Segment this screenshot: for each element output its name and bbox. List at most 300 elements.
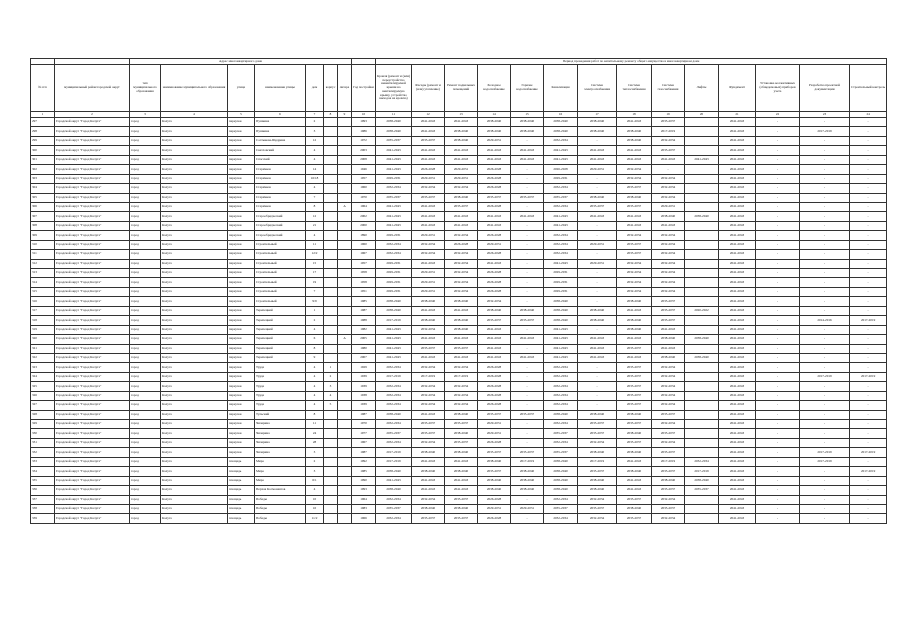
table-cell: 2041-2043 xyxy=(578,146,617,155)
table-cell: 2038-2040 xyxy=(445,504,478,513)
table-cell: Городской округ "Город Калуга" xyxy=(55,382,130,391)
table-cell: - xyxy=(511,325,544,334)
table-cell: 314 xyxy=(31,278,55,287)
table-cell: 2032-2034 xyxy=(376,391,412,400)
table-cell: 21 xyxy=(306,221,324,230)
table-cell: 2035-2037 xyxy=(617,514,652,523)
table-row xyxy=(31,269,887,278)
table-cell: - xyxy=(756,250,800,259)
table-cell: 2041-2043 xyxy=(445,486,478,495)
table-cell: - xyxy=(578,391,617,400)
table-cell: 318 xyxy=(31,316,55,325)
table-cell: 2041-2043 xyxy=(445,306,478,315)
table-cell: 2032-2034 xyxy=(652,420,685,429)
table-cell: 2038-2040 xyxy=(578,476,617,485)
table-cell: 2041-2043 xyxy=(719,193,756,202)
table-row xyxy=(31,146,887,155)
table-cell: 2041-2043 xyxy=(719,457,756,466)
table-cell: Мира xyxy=(255,467,306,476)
table-cell: Строительный xyxy=(255,278,306,287)
table-cell: 2038-2040 xyxy=(478,127,511,136)
table-cell: 327 xyxy=(31,401,55,410)
table-cell: 12 xyxy=(306,212,324,221)
table-cell xyxy=(324,127,338,136)
table-cell: 2035-2037 xyxy=(412,429,445,438)
table-cell: 2017-2019 xyxy=(800,127,850,136)
table-cell: 2035-2037 xyxy=(412,193,445,202)
table-cell xyxy=(338,429,352,438)
table-cell: Старичков xyxy=(255,202,306,211)
table-cell: 1970 xyxy=(352,420,376,429)
table-cell: Городской округ "Город Калуга" xyxy=(55,202,130,211)
table-cell xyxy=(324,306,338,315)
table-cell: 2032-2034 xyxy=(578,514,617,523)
table-cell xyxy=(338,438,352,447)
table-cell: переулок xyxy=(228,372,255,381)
table-cell: Старообрядческий xyxy=(255,221,306,230)
table-cell: 339 xyxy=(31,514,55,523)
table-cell: 2035-2037 xyxy=(652,118,685,127)
table-cell: 2041-2043 xyxy=(544,259,578,268)
table-cell: 1957 xyxy=(352,259,376,268)
table-cell: Городской округ "Город Калуга" xyxy=(55,278,130,287)
table-cell: - xyxy=(850,486,887,495)
column-number: 17 xyxy=(578,112,617,118)
table-cell: А xyxy=(338,335,352,344)
table-cell xyxy=(324,240,338,249)
table-cell: 2038-2040 xyxy=(652,212,685,221)
table-cell: 332 xyxy=(31,448,55,457)
table-row xyxy=(31,202,887,211)
table-cell: 2038-2040 xyxy=(376,306,412,315)
table-cell: 2032-2034 xyxy=(685,457,719,466)
table-cell: - xyxy=(850,504,887,513)
col-header: литера xyxy=(338,65,352,112)
table-cell: - xyxy=(578,221,617,230)
table-cell: Городской округ "Город Калуга" xyxy=(55,316,130,325)
table-cell: 2032-2034 xyxy=(412,495,445,504)
table-cell: Светловский xyxy=(255,146,306,155)
table-cell: 2035-2037 xyxy=(412,344,445,353)
table-cell: Строительный xyxy=(255,259,306,268)
table-row xyxy=(31,514,887,523)
table-cell: город xyxy=(130,118,161,127)
table-cell: 2038-2040 xyxy=(685,212,719,221)
table-cell xyxy=(324,486,338,495)
table-cell: 2041-2043 xyxy=(478,146,511,155)
table-cell: 308 xyxy=(31,221,55,230)
table-cell: - xyxy=(800,325,850,334)
table-cell: переулок xyxy=(228,401,255,410)
table-cell: Калуга xyxy=(161,155,228,164)
table-cell: 2035-2037 xyxy=(578,429,617,438)
table-cell: 2038-2040 xyxy=(578,118,617,127)
table-cell: 1985 xyxy=(352,297,376,306)
table-cell: 2017-2019 xyxy=(850,316,887,325)
table-cell: 2035-2037 xyxy=(617,184,652,193)
table-cell: 2035-2037 xyxy=(617,420,652,429)
table-cell: переулок xyxy=(228,410,255,419)
table-cell: Перхов Космонавтов xyxy=(255,486,306,495)
table-cell xyxy=(685,221,719,230)
table-cell: Труда xyxy=(255,363,306,372)
table-cell: 2032-2034 xyxy=(544,250,578,259)
table-cell: 326 xyxy=(31,391,55,400)
table-cell: 2017-2019 xyxy=(376,372,412,381)
table-cell: - xyxy=(850,118,887,127)
group-header-address: Адрес многоквартирного дома xyxy=(130,59,352,65)
table-cell: 2041-2043 xyxy=(719,467,756,476)
table-row xyxy=(31,410,887,419)
table-cell: 2038-2040 xyxy=(376,118,412,127)
table-cell: Терепецкий xyxy=(255,344,306,353)
table-cell: переулок xyxy=(228,212,255,221)
table-cell: - xyxy=(511,287,544,296)
table-cell: 2038-2040 xyxy=(511,306,544,315)
table-cell: 2035-2037 xyxy=(617,363,652,372)
table-cell: 2041-2043 xyxy=(376,325,412,334)
table-cell: 4 xyxy=(306,184,324,193)
table-cell: - xyxy=(800,278,850,287)
table-row xyxy=(31,316,887,325)
table-cell: - xyxy=(850,184,887,193)
table-cell: 2032-2034 xyxy=(652,231,685,240)
table-cell: - xyxy=(578,401,617,410)
table-cell: Победы xyxy=(255,514,306,523)
table-cell: 2035-2037 xyxy=(617,240,652,249)
table-row xyxy=(31,495,887,504)
table-cell: 2032-2034 xyxy=(652,250,685,259)
table-cell: - xyxy=(578,269,617,278)
table-row xyxy=(31,504,887,513)
table-cell: А xyxy=(338,202,352,211)
table-cell xyxy=(338,118,352,127)
table-cell: 2035-2037 xyxy=(652,316,685,325)
table-cell: - xyxy=(756,486,800,495)
table-cell: Городской округ "Город Калуга" xyxy=(55,438,130,447)
table-cell: - xyxy=(511,278,544,287)
col-header: наименование улицы xyxy=(255,65,306,112)
table-cell: 1958 xyxy=(352,278,376,287)
table-cell: город xyxy=(130,467,161,476)
table-cell: 2041-2043 xyxy=(412,353,445,362)
table-cell: 2035-2037 xyxy=(652,504,685,513)
table-cell: - xyxy=(756,391,800,400)
table-cell: 2041-2043 xyxy=(511,212,544,221)
table-cell: город xyxy=(130,146,161,155)
table-cell: - xyxy=(850,429,887,438)
column-number: 4 xyxy=(161,112,228,118)
table-cell: - xyxy=(756,476,800,485)
table-cell xyxy=(685,174,719,183)
table-cell xyxy=(324,457,338,466)
table-cell: переулок xyxy=(228,118,255,127)
table-cell: 2032-2034 xyxy=(412,382,445,391)
table-cell: город xyxy=(130,514,161,523)
table-cell xyxy=(685,382,719,391)
table-cell: Калуга xyxy=(161,420,228,429)
column-number: 10 xyxy=(352,112,376,118)
table-cell: город xyxy=(130,401,161,410)
table-cell: - xyxy=(756,363,800,372)
column-number: 23 xyxy=(800,112,850,118)
table-row xyxy=(31,127,887,136)
table-cell: 2041-2043 xyxy=(719,287,756,296)
table-cell: 1967 xyxy=(352,250,376,259)
table-cell: - xyxy=(850,287,887,296)
table-cell: 2032-2034 xyxy=(652,269,685,278)
table-cell: 2041-2043 xyxy=(617,353,652,362)
table-cell: - xyxy=(800,401,850,410)
table-cell: - xyxy=(800,438,850,447)
table-cell xyxy=(324,476,338,485)
table-cell: 1987 xyxy=(352,306,376,315)
table-cell: 2041-2043 xyxy=(719,372,756,381)
table-row xyxy=(31,306,887,315)
table-cell: 2035-2037 xyxy=(652,297,685,306)
table-cell: 2038-2040 xyxy=(478,457,511,466)
table-cell: 2038-2040 xyxy=(511,127,544,136)
table-cell: - xyxy=(511,344,544,353)
table-cell: 2035-2037 xyxy=(376,429,412,438)
table-cell: 323 xyxy=(31,363,55,372)
column-number: 6 xyxy=(255,112,306,118)
table-cell xyxy=(338,514,352,523)
table-cell xyxy=(324,420,338,429)
table-cell: 2035-2037 xyxy=(544,193,578,202)
table-cell: 1982 xyxy=(352,325,376,334)
table-cell: 2035-2037 xyxy=(617,495,652,504)
table-cell xyxy=(685,514,719,523)
table-cell: 2032-2034 xyxy=(544,391,578,400)
table-cell: 2038-2040 xyxy=(578,306,617,315)
table-cell: 2029-2031 xyxy=(376,278,412,287)
column-number: 3 xyxy=(130,112,161,118)
table-cell xyxy=(685,146,719,155)
table-cell: Калуга xyxy=(161,353,228,362)
table-cell: 2041-2043 xyxy=(719,278,756,287)
table-cell: Терепецкий xyxy=(255,335,306,344)
table-cell: 2038-2040 xyxy=(511,467,544,476)
table-cell xyxy=(685,202,719,211)
table-cell: город xyxy=(130,420,161,429)
table-cell: переулок xyxy=(228,202,255,211)
table-cell: - xyxy=(800,467,850,476)
table-cell: город xyxy=(130,306,161,315)
table-cell: 2041-2043 xyxy=(511,335,544,344)
table-cell: - xyxy=(756,457,800,466)
column-number: 12 xyxy=(412,112,445,118)
table-cell: 8 xyxy=(306,410,324,419)
table-cell: 338 xyxy=(31,504,55,513)
table-cell: 2032-2034 xyxy=(652,382,685,391)
table-cell: 2032-2034 xyxy=(412,325,445,334)
table-cell: - xyxy=(578,231,617,240)
table-cell: - xyxy=(800,344,850,353)
table-cell: 2038-2040 xyxy=(478,118,511,127)
table-cell: 2041-2043 xyxy=(719,127,756,136)
table-cell: город xyxy=(130,316,161,325)
table-cell: 2038-2040 xyxy=(445,448,478,457)
table-cell: - xyxy=(850,297,887,306)
table-cell: Калуга xyxy=(161,316,228,325)
table-cell: 7 xyxy=(306,193,324,202)
table-cell: 2035-2037 xyxy=(578,420,617,429)
col-header: Установка коллективных (общедомовых) приборов учета xyxy=(756,65,800,112)
table-cell xyxy=(338,467,352,476)
table-cell: 2032-2034 xyxy=(445,231,478,240)
table-cell xyxy=(338,382,352,391)
table-cell: 331 xyxy=(31,438,55,447)
col-header: № п/п xyxy=(31,65,55,112)
table-cell xyxy=(324,155,338,164)
table-cell: переулок xyxy=(228,174,255,183)
table-cell xyxy=(685,420,719,429)
table-cell: 2038-2040 xyxy=(445,136,478,145)
table-cell xyxy=(338,136,352,145)
table-cell: 2041-2043 xyxy=(412,221,445,230)
table-cell: город xyxy=(130,382,161,391)
table-cell: 2038-2040 xyxy=(685,353,719,362)
table-cell: 2041-2043 xyxy=(376,202,412,211)
table-cell: Строительный xyxy=(255,240,306,249)
table-cell: 2038-2040 xyxy=(511,476,544,485)
table-cell: 2041-2043 xyxy=(719,297,756,306)
table-cell: 2032-2034 xyxy=(617,269,652,278)
table-cell: 1958 xyxy=(352,269,376,278)
repair-schedule-table xyxy=(30,58,887,524)
table-cell: 2041-2043 xyxy=(376,221,412,230)
table-cell: 2041-2043 xyxy=(617,212,652,221)
table-cell: Труда xyxy=(255,401,306,410)
table-cell: 3 xyxy=(324,382,338,391)
table-cell: 2032-2034 xyxy=(544,240,578,249)
table-cell: город xyxy=(130,325,161,334)
table-cell: Калуга xyxy=(161,269,228,278)
table-cell xyxy=(685,372,719,381)
table-cell: Пушкина xyxy=(255,127,306,136)
table-cell: - xyxy=(800,136,850,145)
table-row xyxy=(31,165,887,174)
table-cell: 2029-2031 xyxy=(412,287,445,296)
table-cell: 2014-2016 xyxy=(800,316,850,325)
table-cell: Калуга xyxy=(161,136,228,145)
table-row xyxy=(31,231,887,240)
table-cell: 2041-2043 xyxy=(617,457,652,466)
table-cell xyxy=(338,250,352,259)
table-cell: 2035-2037 xyxy=(617,372,652,381)
table-row xyxy=(31,325,887,334)
table-cell: переулок xyxy=(228,353,255,362)
table-cell: 2041-2043 xyxy=(412,410,445,419)
table-cell: 2026-2028 xyxy=(478,174,511,183)
table-cell xyxy=(324,316,338,325)
table-cell: 2035-2037 xyxy=(617,202,652,211)
table-cell: 2029-2031 xyxy=(445,165,478,174)
table-cell: - xyxy=(511,438,544,447)
table-cell: 2041-2043 xyxy=(652,325,685,334)
table-cell xyxy=(338,391,352,400)
table-cell: - xyxy=(511,382,544,391)
table-cell: 2032-2034 xyxy=(652,184,685,193)
table-cell xyxy=(685,316,719,325)
table-cell: - xyxy=(511,202,544,211)
table-cell xyxy=(338,297,352,306)
table-cell: 2035-2037 xyxy=(685,486,719,495)
column-number: 21 xyxy=(719,112,756,118)
table-cell: Салтыкова-Щедрина xyxy=(255,136,306,145)
table-cell: 2026-2028 xyxy=(478,202,511,211)
table-cell: 1990 xyxy=(352,476,376,485)
table-cell xyxy=(338,504,352,513)
table-cell: 2041-2043 xyxy=(617,118,652,127)
table-cell: Терепецкий xyxy=(255,353,306,362)
table-cell: 2041-2043 xyxy=(617,221,652,230)
table-cell: - xyxy=(756,372,800,381)
table-cell: 328 xyxy=(31,410,55,419)
table-cell: 2029-2031 xyxy=(412,231,445,240)
table-cell: Калуга xyxy=(161,127,228,136)
table-cell: город xyxy=(130,155,161,164)
table-cell: Старичков xyxy=(255,174,306,183)
table-cell: 1957 xyxy=(352,174,376,183)
table-cell xyxy=(324,514,338,523)
table-cell: - xyxy=(850,212,887,221)
table-cell: 2041-2043 xyxy=(445,476,478,485)
table-cell: Городской округ "Город Калуга" xyxy=(55,174,130,183)
table-cell: Старичков xyxy=(255,193,306,202)
table-cell: 2041-2043 xyxy=(719,438,756,447)
table-cell: 316 xyxy=(31,297,55,306)
table-cell: - xyxy=(511,136,544,145)
table-cell: - xyxy=(800,174,850,183)
table-cell: 12 xyxy=(306,136,324,145)
table-cell: Калуга xyxy=(161,174,228,183)
table-cell: - xyxy=(800,476,850,485)
table-cell: - xyxy=(756,353,800,362)
table-cell: - xyxy=(756,174,800,183)
table-cell: город xyxy=(130,231,161,240)
table-cell xyxy=(324,495,338,504)
table-cell: Городской округ "Город Калуга" xyxy=(55,344,130,353)
table-cell: 2035-2037 xyxy=(652,410,685,419)
table-cell: Калуга xyxy=(161,212,228,221)
table-cell: - xyxy=(511,231,544,240)
table-cell: 2035-2037 xyxy=(445,495,478,504)
table-cell: - xyxy=(756,212,800,221)
table-cell: - xyxy=(800,240,850,249)
table-cell: 2041-2043 xyxy=(412,127,445,136)
table-cell: 2038-2040 xyxy=(617,316,652,325)
table-cell xyxy=(338,287,352,296)
table-cell: переулок xyxy=(228,155,255,164)
table-cell: Городской округ "Город Калуга" xyxy=(55,467,130,476)
table-cell: Городской округ "Город Калуга" xyxy=(55,372,130,381)
table-cell: 2041-2043 xyxy=(445,212,478,221)
table-cell: 2032-2034 xyxy=(652,391,685,400)
table-cell: 2035-2037 xyxy=(478,316,511,325)
table-cell: 2032-2034 xyxy=(478,297,511,306)
table-body xyxy=(31,118,887,524)
table-cell: 2026-2028 xyxy=(478,401,511,410)
table-cell xyxy=(338,353,352,362)
table-cell: переулок xyxy=(228,250,255,259)
table-cell: переулок xyxy=(228,165,255,174)
table-cell: 2032-2034 xyxy=(578,495,617,504)
table-cell: 2038-2040 xyxy=(412,504,445,513)
table-row xyxy=(31,193,887,202)
table-cell: 2038-2040 xyxy=(652,335,685,344)
